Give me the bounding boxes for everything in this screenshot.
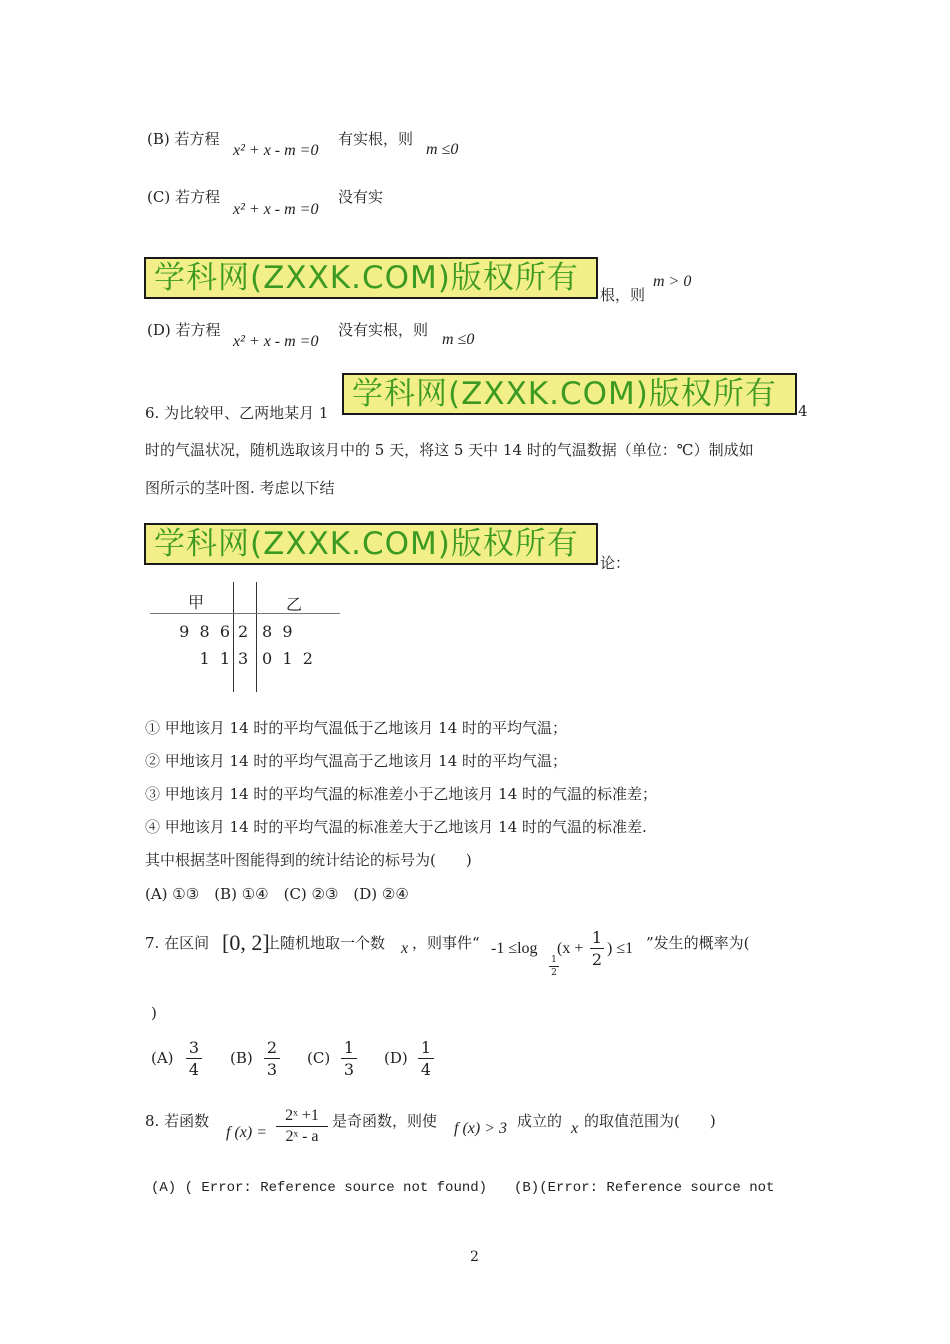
q7-close-paren: ): [151, 1004, 157, 1022]
q5-b-condition: m ≤0: [426, 141, 459, 158]
stemplot-leaf-right: 0 1 2: [262, 649, 313, 668]
q5-d-text: 没有实根，则: [338, 321, 429, 339]
q7-option-a-label: (A): [151, 1049, 174, 1067]
q7-event-close: ”发生的概率为(: [646, 934, 750, 952]
q7-log-base: [549, 955, 559, 978]
q7-option-c-label: (C): [307, 1049, 331, 1067]
stemplot-stem: 2: [238, 622, 249, 641]
q7-option-c-fraction: [341, 1038, 357, 1079]
q8-variable: x: [571, 1120, 579, 1137]
fraction-denominator: 2: [591, 950, 603, 969]
fraction-numerator: 2: [266, 1038, 278, 1057]
q5-c-label: (C) 若方程: [147, 188, 220, 206]
q5-d-label: (D) 若方程: [147, 321, 221, 339]
q6-options: (A) ①③ (B) ①④ (C) ②③ (D) ②④: [145, 885, 409, 903]
q6-line2: 时的气温状况，随机选取该月中的 5 天，将这 5 天中 14 时的气温数据（单位：℃）制成如: [145, 441, 754, 459]
q7-inequality-mid: (x +: [557, 940, 584, 957]
q7-inequality-right: ) ≤1: [607, 940, 634, 957]
q8-fraction: [276, 1107, 328, 1146]
fraction-denominator: 4: [420, 1060, 432, 1079]
q5-b-equation: x² + x - m =0: [233, 142, 319, 159]
q7-variable: x: [401, 940, 409, 957]
q5-d-condition: m ≤0: [442, 331, 475, 348]
watermark-banner: 学科网(ZXXK.COM)版权所有: [144, 257, 598, 299]
q8-option-b: (B)(Error: Reference source not: [514, 1180, 775, 1196]
q8-text-3: 的取值范围为( ): [584, 1112, 716, 1130]
q8-text-2: 成立的: [517, 1112, 563, 1130]
q6-statement-4: ④ 甲地该月 14 时的平均气温的标准差大于乙地该月 14 时的气温的标准差.: [145, 818, 647, 836]
stemplot-leaf-left: 9 8 6: [179, 622, 230, 641]
watermark-banner: 学科网(ZXXK.COM)版权所有: [144, 523, 598, 565]
q6-question: 其中根据茎叶图能得到的统计结论的标号为( ): [145, 851, 472, 869]
q7-option-d-label: (D): [384, 1049, 408, 1067]
q6-line3: 图所示的茎叶图. 考虑以下结: [145, 479, 335, 497]
fraction-numerator: 1: [343, 1038, 355, 1057]
q6-line1-end: 4: [798, 402, 808, 420]
q8-function: f (x) =: [226, 1124, 267, 1141]
q7-option-b-fraction: [264, 1038, 280, 1079]
log-base-numerator: 1: [551, 955, 557, 965]
q5-c-condition: m > 0: [653, 273, 692, 290]
log-base-denominator: 2: [551, 968, 557, 978]
stemplot-stem: 3: [238, 649, 249, 668]
stemplot-leaf-right: 8 9: [262, 622, 293, 641]
q8-text: 是奇函数，则使: [332, 1112, 438, 1130]
q5-d-equation: x² + x - m =0: [233, 333, 319, 350]
q7-option-b-label: (B): [230, 1049, 253, 1067]
q7-text: 上随机地取一个数: [265, 934, 386, 952]
q5-b-label: (B) 若方程: [147, 130, 220, 148]
stemplot-leaf-left: 1 1: [199, 649, 230, 668]
fraction-numerator: 1: [420, 1038, 432, 1057]
q6-statement-1: ① 甲地该月 14 时的平均气温低于乙地该月 14 时的平均气温；: [145, 719, 568, 737]
q6-line1: 6. 为比较甲、乙两地某月 1: [145, 404, 329, 422]
q5-c-equation: x² + x - m =0: [233, 201, 319, 218]
fraction-denominator: 2ˣ - a: [285, 1128, 319, 1145]
watermark-banner: 学科网(ZXXK.COM)版权所有: [342, 373, 797, 415]
q6-statement-2: ② 甲地该月 14 时的平均气温高于乙地该月 14 时的平均气温；: [145, 752, 568, 770]
q6-line4-end: 论：: [600, 554, 631, 572]
fraction-denominator: 4: [188, 1060, 200, 1079]
q7-interval: [0, 2]: [222, 930, 270, 955]
stem-leaf-plot: [146, 580, 346, 695]
q7-inequality-left: -1 ≤log: [491, 940, 538, 957]
fraction-numerator: 3: [188, 1038, 200, 1057]
q5-c-text: 没有实: [338, 188, 384, 206]
stemplot-left-header: 甲: [188, 593, 205, 612]
q8-start: 8. 若函数: [145, 1112, 210, 1130]
q7-fraction: [590, 928, 604, 969]
q8-option-a: (A) ( Error: Reference source not found): [151, 1180, 488, 1196]
q6-statement-3: ③ 甲地该月 14 时的平均气温的标准差小于乙地该月 14 时的气温的标准差；: [145, 785, 658, 803]
q7-event-open: ，则事件“: [412, 934, 480, 952]
fraction-denominator: 3: [343, 1060, 355, 1079]
fraction-numerator: 1: [591, 928, 603, 947]
q7-start: 7. 在区间: [145, 934, 210, 952]
q5-c-tail: 根，则: [600, 286, 646, 304]
q7-option-a-fraction: [186, 1038, 202, 1079]
q7-option-d-fraction: [418, 1038, 434, 1079]
q8-condition: f (x) > 3: [454, 1120, 507, 1137]
stemplot-right-header: 乙: [286, 595, 303, 614]
fraction-denominator: 3: [266, 1060, 278, 1079]
page-number: 2: [470, 1249, 479, 1265]
q5-b-text: 有实根，则: [338, 130, 414, 148]
fraction-numerator: 2ˣ +1: [285, 1107, 319, 1124]
